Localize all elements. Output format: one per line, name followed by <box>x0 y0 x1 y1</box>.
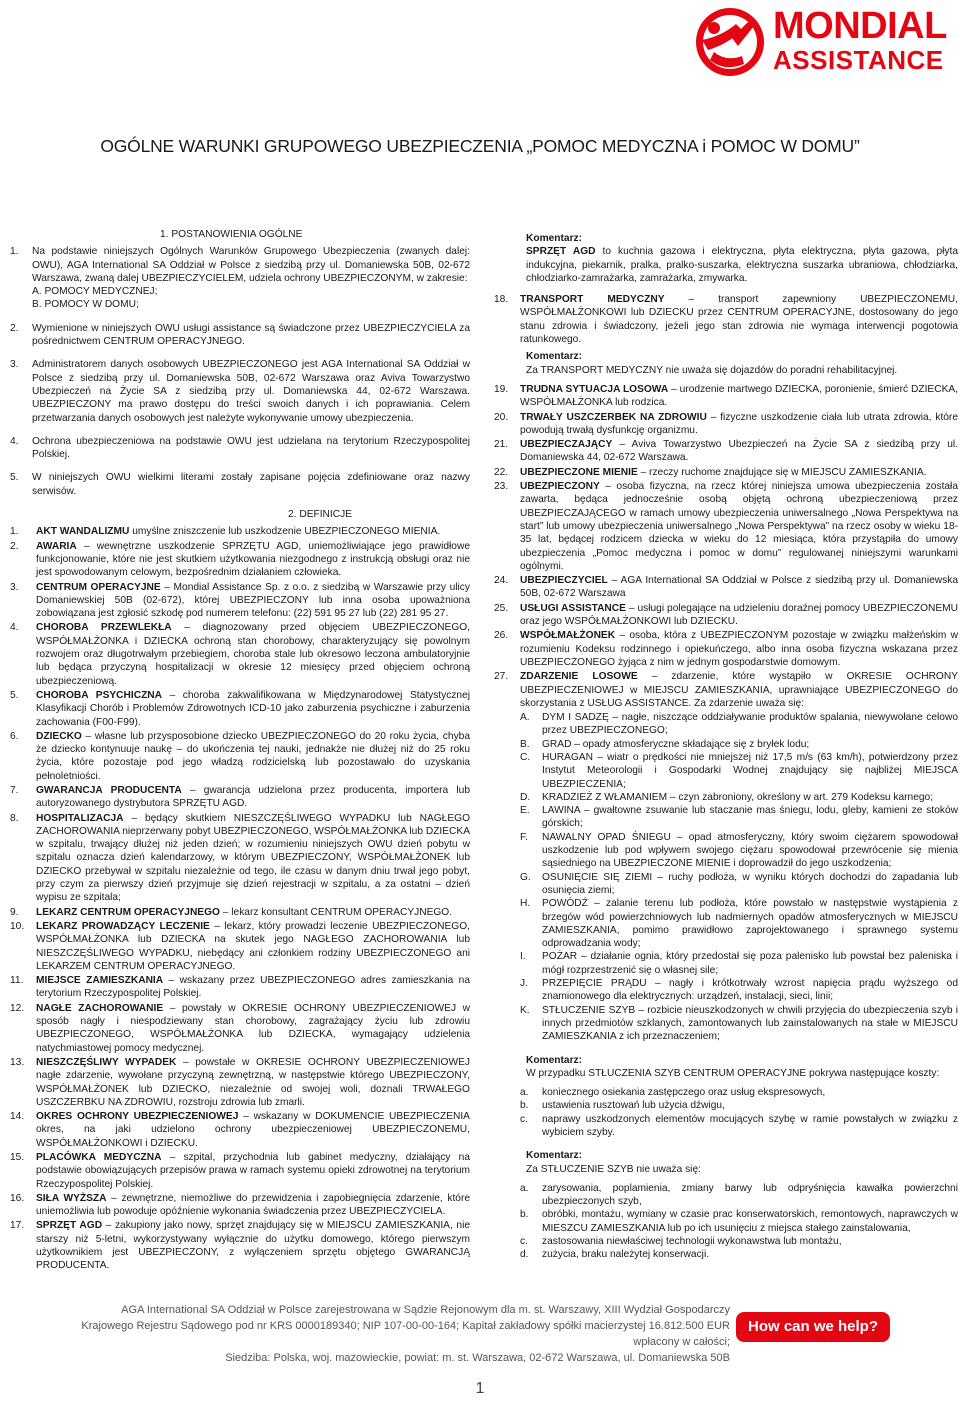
event-item-letter: K. <box>520 1004 530 1016</box>
events-list <box>494 711 958 1043</box>
exclusion-item-letter: a. <box>520 1182 529 1194</box>
event-item <box>520 831 958 871</box>
event-item-text: POŻAR – działanie ognia, który przedostał się poza palenisko lub powstał bez paleniska i mógł rozprzestrzenić się o własnej sile; <box>542 951 958 976</box>
event-item-letter: J. <box>520 978 528 990</box>
footer-line: AGA International SA Oddział w Polsce zarejestrowana w Sądzie Rejonowym dla m. st. Warszawy, XIII Wydział Gospodarczy <box>121 1304 730 1316</box>
event-item-text: GRAD – opady atmosferyczne składające się z bryłek lodu; <box>542 738 810 750</box>
paragraph-text: Wymienione w niniejszych OWU usługi assistance są świadczone przez UBEZPIECZYCIELA za pośrednictwem CENTRUM OPERACYJNEGO. <box>32 322 470 348</box>
exclusion-item-letter: c. <box>520 1236 528 1248</box>
definition-text: – własne lub przysposobione dziecko UBEZPIECZONEGO do 20 roku życia, chyba że dziecko kontynuuje naukę – do ukończenia tej nauki, jednakże nie dłużej niż do 25 roku życia, które pozostaje pod jego władzą rodzicielską lub pozostawało do uzyskania pełnoletniości. <box>36 730 470 782</box>
event-item-letter: F. <box>520 831 528 843</box>
definition-text: – choroba zakwalifikowana w Międzynarodowej Statystycznej Klasyfikacji Chorób i Problemów Zdrowotnych ICD-10 jako zaburzenia psychiczne i zaburzenia zachowania (F00-F99). <box>36 689 471 728</box>
definition-number: 13. <box>10 1056 25 1068</box>
event-item-text: DYM I SADZĘ – nagłe, niszczące oddziaływanie produktów spalania, niewywołane celowo przez UBEZPIECZONEGO; <box>542 712 958 737</box>
definition-number: 2. <box>10 540 19 552</box>
paragraph-number: 5. <box>10 472 19 484</box>
footer-line: Siedziba: Polska, woj. mazowieckie, powiat: m. st. Warszawa, 02-672 Warszawa, ul. Domaniewska 50B <box>225 1352 730 1364</box>
event-item <box>520 791 958 804</box>
cost-item-letter: b. <box>520 1100 529 1112</box>
definition-term: WSPÓŁMAŁŻONEK <box>520 630 616 642</box>
event-item <box>520 1004 958 1044</box>
definition-text: – powstały w OKRESIE OCHRONY UBEZPIECZENIOWEJ w sposób nagły i niespodziewany stan chorobowy, zagrażający życiu lub zdrowiu UBEZPIECZONEGO, WSPÓŁMAŁŻONKA lub DZIECKA, wymagający udzielenia natychmiastowej pomocy medycznej. <box>36 1002 470 1054</box>
definition-text: – Mondial Assistance Sp. z o.o. z siedzibą w Warszawie przy ulicy Domaniewskiej 50B (02-672), której UBEZPIECZONY lub inna osoba upoważniona zobowiązana jest zgłosić szkodę pod numerem telefonu: (22) 591 95 27 lub (22) 281 95 27. <box>36 581 470 620</box>
brand-name: MONDIAL <box>773 5 947 47</box>
definition-number: 24. <box>494 575 509 587</box>
definition-number: 19. <box>494 383 509 395</box>
definition-term: SPRZĘT AGD <box>36 1220 103 1232</box>
definition-text: – AGA International SA Oddział w Polsce z siedzibą przy ul. Domaniewska 50B, 02-672 Warszawa <box>520 575 958 600</box>
exclusion-item-letter: b. <box>520 1209 529 1221</box>
paragraph-text: Na podstawie niniejszych Ogólnych Warunków Grupowego Ubezpieczenia (zwanych dalej: OWU), AGA International SA Oddział w Polsce z siedzibą przy ul. Domaniewska 50B, 02-672 Warszawa, zwaną dalej UBEZPIECZYCIELEM, udziela ochrony UBEZPIECZONYM, w zakresie: <box>32 246 470 284</box>
definition-term: AKT WANDALIZMU <box>36 526 130 538</box>
event-item-letter: B. <box>520 738 530 750</box>
event-item-letter: H. <box>520 898 531 910</box>
event-item-letter: G. <box>520 871 531 883</box>
definition-term: NAGŁE ZACHOROWANIE <box>36 1002 164 1014</box>
comment-heading: Komentarz: <box>526 1054 583 1066</box>
definition-item <box>10 784 470 811</box>
definition-item <box>494 574 958 601</box>
definition-item <box>10 525 470 538</box>
exclusions-list <box>494 1182 958 1262</box>
section-heading: 1. POSTANOWIENIA OGÓLNE <box>160 229 303 240</box>
exclusion-item-text: zużycia, braku należytej konserwacji. <box>542 1249 710 1261</box>
definition-term: TRWAŁY USZCZERBEK NA ZDROWIU <box>520 411 707 423</box>
definitions-list <box>494 383 958 710</box>
definition-item <box>494 466 958 479</box>
paragraph-number: 1. <box>10 246 19 258</box>
event-item-text: PRZEPIĘCIE PRĄDU – nagły i krótkotrwały wzrost napięcia prądu wyższego od znamionowego dla elektrycznych: urządzeń, instalacji, sieci, linii; <box>542 978 958 1003</box>
paragraph <box>10 322 470 349</box>
definition-item <box>10 581 470 621</box>
event-item-text: OSUNIĘCIE SIĘ ZIEMI – ruchy podłoża, w wyniku których dochodzi do zapadania lub osunięcia ziemi; <box>542 871 958 896</box>
left-column <box>10 228 470 1274</box>
comment-heading: Komentarz: <box>526 351 583 363</box>
definition-text: – będący skutkiem NIESZCZĘŚLIWEGO WYPADKU lub NAGŁEGO ZACHOROWANIA nieprzerwany pobyt UBEZPIECZONEGO, WSPÓŁMAŁŻONKA lub DZIECKA w szpitalu, trwający dłużej niż jeden dzień; w rozumieniu niniejszych OWU dzień pobytu w szpitalu oznacza dzień kalendarzowy, w którym UBEZPIECZONY, WSPÓŁMAŁŻONEK lub DZIECKO przebywał w szpitalu niezależnie od tego, ile czasu w danym dniu trwał jego pobyt, przy czym za pierwszy dzień przyjmuje się dzień rejestracji w szpitalu, a za ostatni – dzień wypisu ze szpitala; <box>36 812 470 904</box>
exclusion-item <box>520 1208 958 1235</box>
event-item <box>520 977 958 1004</box>
comment-box <box>526 350 958 377</box>
definition-number: 11. <box>10 975 24 987</box>
definition-text: – lekarz, który prowadzi leczenie UBEZPIECZONEGO, WSPÓŁMAŁŻONKA lub DZIECKA na skutek jego NAGŁEGO ZACHOROWANIA lub NIESZCZĘŚLIWEGO WYPADKU, niebędący ani członkiem rodziny UBEZPIECZONEGO ani LEKARZEM CENTRUM OPERACYJNEGO. <box>36 920 470 972</box>
definition-number: 7. <box>10 784 19 796</box>
paragraph <box>10 358 470 424</box>
definition-number: 10. <box>10 920 25 932</box>
comment-text: to kuchnia gazowa i elektryczna, płyta elektryczna, płyta gazowa, płyta indukcyjna, piekarnik, pralka, pralko-suszarka, elektryczna suszarka ubraniowa, chłodziarka, chłodziarko-zamrażarka, zamrażarka, zmywarka. <box>526 246 958 284</box>
definition-text: – zewnętrzne, niemożliwe do przewidzenia i zapobiegnięcia zdarzenie, które uniemożliwia lub powoduje opóźnienie wykonania świadczenia przez UBEZPIECZYCIELA. <box>36 1192 470 1218</box>
cost-item <box>520 1086 958 1099</box>
exclusion-item <box>520 1182 958 1209</box>
definition-item <box>10 920 470 973</box>
definition-text: – osoba fizyczna, na rzecz której niniejsza umowa ubezpieczenia została zawarta, będąca jednocześnie osobą objętą ochroną ubezpieczeniową przez UBEZPIECZAJĄCEGO w ramach umowy ubezpieczenia uniwersalnego „Nowa Perspektywa na start” lub umowy ubezpieczenia uniwersalnego „Nowa Perspektywa” na rzecz osoby w wieku 18-35 lat, będącej rodzicem dziecka w wieku do 12 miesiąca, która przystąpiła do umowy ubezpieczenia „Pomoc medyczna i pomoc w domu” regulowanej niniejszymi warunkami ogólnymi. <box>520 481 958 572</box>
definition-item <box>10 689 470 729</box>
paragraph-number: 3. <box>10 359 19 371</box>
definition-text: – diagnozowany przed objęciem UBEZPIECZONEGO, WSPÓŁMAŁŻONKA i DZIECKA ochroną stan chorobowy, charakteryzujący się powolnym rozwojem oraz długotrwałym przebiegiem, choroba stale lub okresowo leczona ambulatoryjnie lub będąca przyczyną hospitalizacji w okresie 12 miesięcy przed objęciem ochroną ubezpieczeniową. <box>36 622 470 687</box>
event-item <box>520 711 958 738</box>
definition-number: 5. <box>10 689 19 701</box>
definition-text: – wewnętrzne uszkodzenie SPRZĘTU AGD, uniemożliwiające jego prawidłowe funkcjonowanie, które nie jest skutkiem użytkowania niezgodnego z instrukcją obsługi oraz nie jest spowodowanym celowym, bezpośrednim działaniem człowieka. <box>36 540 470 579</box>
definition-item <box>10 1110 470 1150</box>
definition-term: NIESZCZĘŚLIWY WYPADEK <box>36 1056 177 1068</box>
paragraph-number: 2. <box>10 322 19 334</box>
definition-term: ZDARZENIE LOSOWE <box>520 671 638 683</box>
comment-box <box>526 1054 958 1081</box>
definition-item <box>494 602 958 629</box>
definition-number: 18. <box>494 294 509 306</box>
cost-item-text: naprawy uszkodzonych elementów mocujących szybę w ramie powstałych w związku z wybiciem szyby. <box>542 1113 958 1138</box>
definition-term: UBEZPIECZYCIEL <box>520 575 608 587</box>
right-column <box>494 228 958 1262</box>
definition-number: 6. <box>10 730 19 742</box>
event-item-text: HURAGAN – wiatr o prędkości nie mniejszej niż 17,5 m/s (63 km/h), potwierdzony przez Instytut Meteorologii i Gospodarki Wodnej znajdujący się najbliżej MIEJSCA UBEZPIECZENIA; <box>542 751 958 790</box>
paragraph <box>10 471 470 498</box>
comment-text: Za TRANSPORT MEDYCZNY nie uważa się dojazdów do poradni rehabilitacyjnej. <box>526 364 898 376</box>
definition-text: – osoba, która z UBEZPIECZONYM pozostaje w związku małżeńskim w rozumieniu Kodeksu rodzinnego i opiekuńczego, albo inna osoba fizyczna wskazana przez UBEZPIECZONEGO żyjąca z nim w jednym gospodarstwie domowym. <box>520 630 958 668</box>
cost-item-text: ustawienia rusztowań lub użycia dźwigu, <box>542 1100 725 1112</box>
definition-term: AWARIA <box>36 540 77 552</box>
definition-text: – rzeczy ruchome znajdujące się w MIEJSCU ZAMIESZKANIA. <box>637 466 927 478</box>
cost-item-letter: a. <box>520 1087 529 1099</box>
exclusion-item-text: zastosowania niewłaściwej technologii wykonawstwa lub montażu, <box>542 1236 842 1248</box>
definition-number: 16. <box>10 1192 25 1204</box>
definition-number: 27. <box>494 671 509 683</box>
paragraph <box>10 435 470 462</box>
event-item-letter: C. <box>520 751 531 763</box>
definition-term: MIEJSCE ZAMIESZKANIA <box>36 975 164 987</box>
definition-number: 9. <box>10 906 19 918</box>
event-item-text: LAWINA – gwałtowne zsuwanie lub staczanie mas śniegu, lodu, gleby, kamieni ze stoków górskich; <box>542 805 958 830</box>
definition-item <box>10 730 470 783</box>
cost-item-text: koniecznego osiekania zastępczego oraz usług ekspresowych, <box>542 1087 826 1099</box>
definition-term: TRUDNA SYTUACJA LOSOWA <box>520 383 669 395</box>
definition-text: – fizyczne uszkodzenie ciała lub utrata zdrowia, które powodują trwałą dysfunkcję organizmu. <box>520 411 958 436</box>
cost-item <box>520 1099 958 1112</box>
definitions-list <box>494 293 958 346</box>
definition-number: 15. <box>10 1152 25 1163</box>
section-heading: 2. DEFINICJE <box>288 509 352 521</box>
definition-number: 8. <box>10 812 19 824</box>
exclusion-item <box>520 1248 958 1261</box>
definition-item <box>10 1056 470 1109</box>
exclusion-item-letter: d. <box>520 1249 529 1261</box>
event-item-letter: A. <box>520 712 530 724</box>
definition-item <box>10 1192 470 1219</box>
definition-term: UBEZPIECZAJĄCY <box>520 439 613 451</box>
comment-box <box>526 1149 958 1176</box>
event-item <box>520 871 958 898</box>
scope-a: A. POMOCY MEDYCZNEJ; <box>32 286 158 298</box>
event-item <box>520 738 958 751</box>
definition-term: CHOROBA PRZEWLEKŁA <box>36 622 172 634</box>
definition-number: 12. <box>10 1002 25 1014</box>
definition-item <box>494 383 958 410</box>
paragraph-text: Ochrona ubezpieczeniowa na podstawie OWU jest udzielana na terytorium Rzeczypospolitej Polskiej. <box>32 435 470 461</box>
definition-item <box>494 293 958 346</box>
definition-item <box>10 974 470 1001</box>
definition-number: 3. <box>10 581 19 593</box>
definition-item <box>10 1002 470 1055</box>
definition-number: 14. <box>10 1111 25 1123</box>
document-title: OGÓLNE WARUNKI GRUPOWEGO UBEZPIECZENIA „POMOC MEDYCZNA i POMOC W DOMU” <box>100 136 860 156</box>
comment-text: Za STŁUCZENIE SZYB nie uważa się: <box>526 1163 701 1175</box>
scope-b: B. POMOCY W DOMU; <box>32 299 139 311</box>
paragraph <box>10 245 470 311</box>
comment-term: SPRZĘT AGD <box>526 246 596 258</box>
definition-text: – zakupiony jako nowy, sprzęt znajdujący się w MIEJSCU ZAMIESZKANIA, nie starszy niż 5-letni, wykorzystywany wyłącznie do użytku domowego, którego pierwszym użytkownikiem jest UBEZPIECZONY, z wyłączeniem sprzętu objętego GWARANCJĄ PRODUCENTA. <box>36 1220 470 1272</box>
definition-item <box>10 812 470 905</box>
definition-term: CENTRUM OPERACYJNE <box>36 581 161 593</box>
definition-text: – powstałe w OKRESIE OCHRONY UBEZPIECZENIOWEJ nagłe zdarzenie, wywołane przyczyną zewnętrzną, w następstwie którego UBEZPIECZONY, WSPÓŁMAŁŻONEK lub DZIECKO, niezależnie od swojej woli, doznali TRWAŁEGO USZCZERBKU NA ZDROWIU, rozstroju zdrowia lub zmarli. <box>36 1056 470 1108</box>
definition-number: 20. <box>494 411 509 423</box>
cost-item <box>520 1113 958 1140</box>
definition-term: UBEZPIECZONY <box>520 481 600 493</box>
definition-number: 4. <box>10 622 19 634</box>
definition-text: umyślne zniszczenie lub uszkodzenie UBEZPIECZONEGO MIENIA. <box>129 526 441 538</box>
event-item <box>520 751 958 791</box>
definition-term: PLACÓWKA MEDYCZNA <box>36 1152 162 1163</box>
definition-number: 17. <box>10 1220 25 1232</box>
definition-term: GWARANCJA PRODUCENTA <box>36 784 182 796</box>
exclusion-item-text: obróbki, montażu, wymiany w czasie prac konserwatorskich, remontowych, naprawczych w MIESZCU ZAMIESZKANIA lub po ich usunięciu z miejsca stałego zainstalowania, <box>542 1209 958 1234</box>
definition-term: USŁUGI ASSISTANCE <box>520 602 626 614</box>
definition-item <box>494 480 958 573</box>
paragraph-text: W niniejszych OWU wielkimi literami zostały zapisane pojęcia zdefiniowane oraz nazwy serwisów. <box>32 472 470 497</box>
definition-item <box>494 438 958 465</box>
definition-term: SIŁA WYŻSZA <box>36 1192 107 1204</box>
definition-text: – usługi polegające na udzieleniu doraźnej pomocy UBEZPIECZONEMU oraz jego WSPÓŁMAŁŻONKOWI lub DZIECKU. <box>520 602 959 628</box>
definition-term: DZIECKO <box>36 730 82 742</box>
event-item <box>520 804 958 831</box>
comment-box <box>526 232 958 285</box>
definition-term: LEKARZ PROWADZĄCY LECZENIE <box>36 920 210 932</box>
event-item-text: POWÓDŹ – zalanie terenu lub podłoża, które powstało w następstwie wystąpienia z brzegów wód powierzchniowych lub nadmiernych opadów atmosferycznych w MIEJSCU ZAMIESZKANIA, pomimo prawidłowo zaprojektowanego i sprawnego systemu odprowadzania wody; <box>542 898 958 950</box>
definition-term: OKRES OCHRONY UBEZPIECZENIOWEJ <box>36 1111 239 1123</box>
definition-text: – zdarzenie, które wystąpiło w OKRESIE OCHRONY UBEZPIECZENIOWEJ w MIEJSCU ZAMIESZKANIA, uprawniające UBEZPIECZONEGO do skorzystania z USŁUG ASSISTANCE. Za zdarzenie uważa się: <box>520 671 959 709</box>
footer <box>40 1302 730 1366</box>
exclusion-item <box>520 1235 958 1248</box>
event-item-text: KRADZIEŻ Z WŁAMANIEM – czyn zabroniony, określony w art. 279 Kodeksu karnego; <box>542 791 934 803</box>
definition-number: 22. <box>494 466 509 478</box>
definition-text: – Aviva Towarzystwo Ubezpieczeń na Życie SA z siedzibą przy ul. Domaniewska 44, 02-672 Warszawa. <box>520 439 958 464</box>
definition-text: – urodzenie martwego DZIECKA, poronienie, śmierć DZIECKA, WSPÓŁMAŁŻONKA lub rodzica. <box>520 383 958 409</box>
costs-list <box>494 1086 958 1139</box>
definition-text: – wskazany w DOKUMENCIE UBEZPIECZENIA okres, na jaki udzielono ochrony ubezpieczeniowej UBEZPIECZONEMU, WSPÓŁMAŁŻONKOWI i DZIECKU. <box>36 1111 470 1149</box>
definition-text: – wskazany przez UBEZPIECZONEGO adres zamieszkania na terytorium Rzeczypospolitej Polskiej. <box>36 975 471 1000</box>
event-item-letter: I. <box>520 951 526 963</box>
definition-term: TRANSPORT MEDYCZNY <box>520 294 665 306</box>
page-number: 1 <box>475 1380 485 1397</box>
definition-item <box>10 1151 470 1191</box>
definition-item <box>10 621 470 687</box>
definition-number: 21. <box>494 439 509 451</box>
definition-term: HOSPITALIZACJA <box>36 812 124 824</box>
paragraph-text: Administratorem danych osobowych UBEZPIECZONEGO jest AGA International SA Oddział w Polsce z siedzibą przy ul. Domaniewska 50B, 02-672 Warszawa oraz Aviva Towarzystwo Ubezpieczeń na Życie SA z siedzibą przy ul. Domaniewska 44, 02-672 Warszawa. UBEZPIECZONY ma prawo dostępu do treści swoich danych i ich poprawiania. Celem przetwarzania danych osobowych jest należyte wykonywanie umowy ubezpieczenia. <box>32 359 470 424</box>
definition-item <box>10 906 470 919</box>
definition-text: – transport zapewniony UBEZPIECZONEMU, WSPÓŁMAŁŻONKOWI lub DZIECKU przez CENTRUM OPERACYJNE, dostosowany do jego stanu zdrowia i świadczony, jeżeli jego stan zdrowia nie wymaga interwencji pogotowia ratunkowego. <box>520 294 958 346</box>
brand-subname: ASSISTANCE <box>773 45 944 75</box>
definition-item <box>494 411 958 438</box>
event-item <box>520 950 958 977</box>
event-item <box>520 897 958 950</box>
footer-line: Krajowego Rejestru Sądowego pod nr KRS 0000189340; NIP 107-00-00-164; Kapitał zakładowy spółki macierzystej 16.812.500 EUR wpłacony w całości; <box>81 1320 730 1348</box>
comment-heading: Komentarz: <box>526 233 583 244</box>
definition-number: 23. <box>494 481 509 493</box>
exclusion-item-text: zarysowania, poplamienia, zmiany barwy lub odpryśnięcia kawałka powierzchni ubezpieczonych szyb, <box>542 1182 958 1208</box>
definition-item <box>494 670 958 710</box>
definitions-list <box>10 525 470 1272</box>
definition-term: LEKARZ CENTRUM OPERACYJNEGO <box>36 906 220 918</box>
definition-number: 25. <box>494 602 509 614</box>
definition-item <box>494 629 958 669</box>
definition-number: 26. <box>494 630 509 642</box>
definition-text: – gwarancja udzielona przez producenta, importera lub autoryzowanego dystrybutora SPRZĘTU AGD. <box>36 784 470 810</box>
definition-term: UBEZPIECZONE MIENIE <box>520 466 638 478</box>
definition-number: 1. <box>10 526 19 538</box>
definition-item <box>10 540 470 580</box>
comment-heading: Komentarz: <box>526 1150 583 1162</box>
cost-item-letter: c. <box>520 1113 528 1125</box>
definition-term: CHOROBA PSYCHICZNA <box>36 689 163 701</box>
definition-text: – lekarz konsultant CENTRUM OPERACYJNEGO. <box>219 906 453 918</box>
paragraph-number: 4. <box>10 435 19 447</box>
event-item-text: NAWALNY OPAD ŚNIEGU – opad atmosferyczny, który swoim ciężarem spowodował uszkodzenie lub pod wpływem swojego ciężaru spowodował przewrócenie się mienia sąsiedniego na UBEZPIECZONE MIENIE i doprowadził do jego uszkodzenia; <box>542 831 958 870</box>
definition-item <box>10 1219 470 1272</box>
comment-text: W przypadku STŁUCZENIA SZYB CENTRUM OPERACYJNE pokrywa następujące koszty: <box>526 1067 940 1079</box>
event-item-letter: D. <box>520 791 531 803</box>
event-item-letter: E. <box>520 805 530 817</box>
help-button[interactable]: How can we help? <box>736 1312 890 1342</box>
definition-text: – szpital, przychodnia lub gabinet medyczny, działający na podstawie obowiązujących przepisów prawa w ramach systemu opieki zdrowotnej na terytorium Rzeczypospolitej Polskiej. <box>36 1152 470 1190</box>
event-item-text: STŁUCZENIE SZYB – rozbicie nieuszkodzonych w chwili przyjęcia do ubezpieczenia szyb i innych przedmiotów szklanych, zamontowanych lub zainstalowanych na stałe w MIEJSCU ZAMIESZKANIA z ich przeznaczeniem; <box>542 1004 958 1043</box>
